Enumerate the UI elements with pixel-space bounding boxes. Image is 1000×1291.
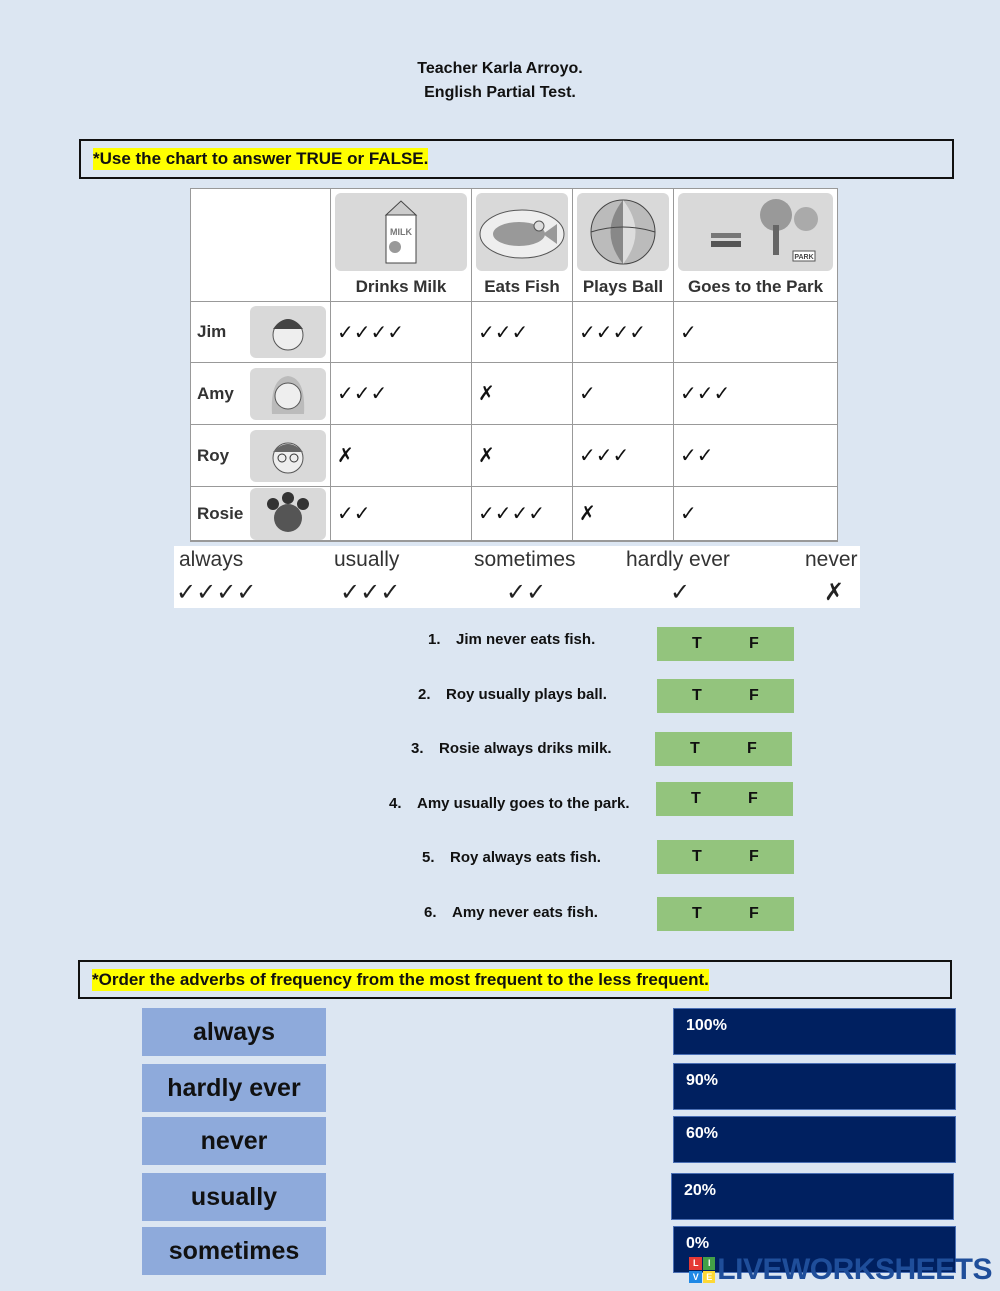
adverb-usually[interactable]: usually (142, 1173, 326, 1221)
legend-marks: ✓✓✓✓ (176, 579, 257, 606)
column-header-park (674, 189, 837, 302)
child-name: Amy (197, 383, 234, 403)
false-option[interactable]: F (749, 905, 759, 922)
answer-box-2 (657, 679, 794, 713)
chart-cell: ✗ (472, 425, 573, 487)
brand-text: LIVEWORKSHEETS (717, 1253, 992, 1286)
legend-word: never (805, 548, 858, 571)
boy-glasses-face-icon (250, 430, 326, 482)
question-6: 6. Amy never eats fish. (424, 904, 598, 921)
chart-cell: ✓ (674, 302, 837, 363)
milk-carton-icon (335, 193, 467, 271)
test-title: English Partial Test. (424, 84, 576, 101)
true-option[interactable]: T (692, 848, 702, 865)
legend-word: always (179, 548, 244, 571)
percent-slot-100[interactable]: 100% (673, 1008, 956, 1055)
frequency-legend (174, 546, 860, 608)
answer-box-5 (657, 840, 794, 874)
fish-plate-icon (476, 193, 568, 271)
park-icon (678, 193, 833, 271)
legend-marks: ✓✓ (506, 579, 547, 606)
adverb-hardly-ever[interactable]: hardly ever (142, 1064, 326, 1112)
adverb-always[interactable]: always (142, 1008, 326, 1056)
chart-cell: ✓✓✓ (472, 302, 573, 363)
legend-marks: ✓ (670, 579, 691, 606)
column-label: Goes to the Park (687, 277, 824, 296)
true-option[interactable]: T (690, 740, 700, 757)
true-option[interactable]: T (692, 635, 702, 652)
false-option[interactable]: F (749, 635, 759, 652)
liveworksheets-logo-icon: L I V E (689, 1257, 715, 1283)
chart-cell: ✓✓✓ (573, 425, 674, 487)
true-option[interactable]: T (692, 905, 702, 922)
answer-box-3 (655, 732, 792, 766)
question-1: 1. Jim never eats fish. (428, 631, 596, 648)
chart-cell: ✓✓✓ (674, 363, 837, 425)
chart-cell: ✓✓✓✓ (573, 302, 674, 363)
column-header-fish (472, 189, 573, 302)
chart-cell: ✓✓ (674, 425, 837, 487)
child-name: Roy (197, 445, 230, 465)
girl-face-icon (250, 368, 326, 420)
chart-cell: ✓ (573, 363, 674, 425)
false-option[interactable]: F (747, 740, 757, 757)
column-label: Drinks Milk (355, 277, 447, 296)
legend-marks: ✗ (824, 579, 845, 606)
svg-text:MILK: MILK (390, 227, 412, 237)
child-name: Rosie (197, 503, 244, 523)
true-option[interactable]: T (691, 790, 701, 807)
liveworksheets-brand[interactable] (689, 1253, 992, 1287)
chart-cell: ✗ (573, 487, 674, 541)
percent-slot-60[interactable]: 60% (673, 1116, 956, 1163)
percent-slot-0[interactable]: 0% (673, 1226, 956, 1273)
adverb-sometimes[interactable]: sometimes (142, 1227, 326, 1275)
row-name-amy (191, 363, 331, 425)
column-header-ball (573, 189, 674, 302)
question-3: 3. Rosie always driks milk. (411, 740, 612, 757)
row-name-jim (191, 302, 331, 363)
teacher-name: Teacher Karla Arroyo. (417, 60, 583, 77)
chart-corner (191, 189, 331, 302)
question-4: 4. Amy usually goes to the park. (389, 795, 630, 812)
boy-face-icon (250, 306, 326, 358)
beach-ball-icon (577, 193, 669, 271)
false-option[interactable]: F (749, 687, 759, 704)
chart-cell: ✗ (331, 425, 472, 487)
percent-slot-20[interactable]: 20% (671, 1173, 954, 1220)
column-label: Eats Fish (484, 277, 560, 296)
instruction-box-order (78, 960, 952, 999)
svg-text:PARK: PARK (793, 254, 814, 261)
legend-word: hardly ever (626, 548, 730, 571)
legend-marks: ✓✓✓ (340, 579, 401, 606)
chart-cell: ✓✓✓✓ (331, 302, 472, 363)
column-header-milk (331, 189, 472, 302)
percent-slot-90[interactable]: 90% (673, 1063, 956, 1110)
child-name: Jim (197, 322, 227, 341)
question-2: 2. Roy usually plays ball. (418, 686, 607, 703)
instruction-text-order: *Order the adverbs of frequency from the most frequent to the less frequent. (92, 969, 709, 989)
chart-cell: ✓ (674, 487, 837, 541)
instruction-text-chart: *Use the chart to answer TRUE or FALSE. (93, 149, 429, 168)
false-option[interactable]: F (749, 848, 759, 865)
instruction-box-chart (79, 139, 954, 179)
legend-word: usually (334, 548, 400, 571)
answer-box-1 (657, 627, 794, 661)
chart-cell: ✓✓✓✓ (472, 487, 573, 541)
row-name-roy (191, 425, 331, 487)
adverb-never[interactable]: never (142, 1117, 326, 1165)
chart-cell: ✓✓ (331, 487, 472, 541)
frequency-chart (190, 188, 838, 542)
false-option[interactable]: F (748, 790, 758, 807)
question-5: 5. Roy always eats fish. (422, 849, 601, 866)
row-name-rosie (191, 487, 331, 541)
chart-cell: ✗ (472, 363, 573, 425)
true-option[interactable]: T (692, 687, 702, 704)
column-label: Plays Ball (582, 277, 664, 296)
answer-box-6 (657, 897, 794, 931)
chart-cell: ✓✓✓ (331, 363, 472, 425)
answer-box-4 (656, 782, 793, 816)
girl-curly-face-icon (250, 488, 326, 540)
legend-word: sometimes (474, 548, 576, 571)
